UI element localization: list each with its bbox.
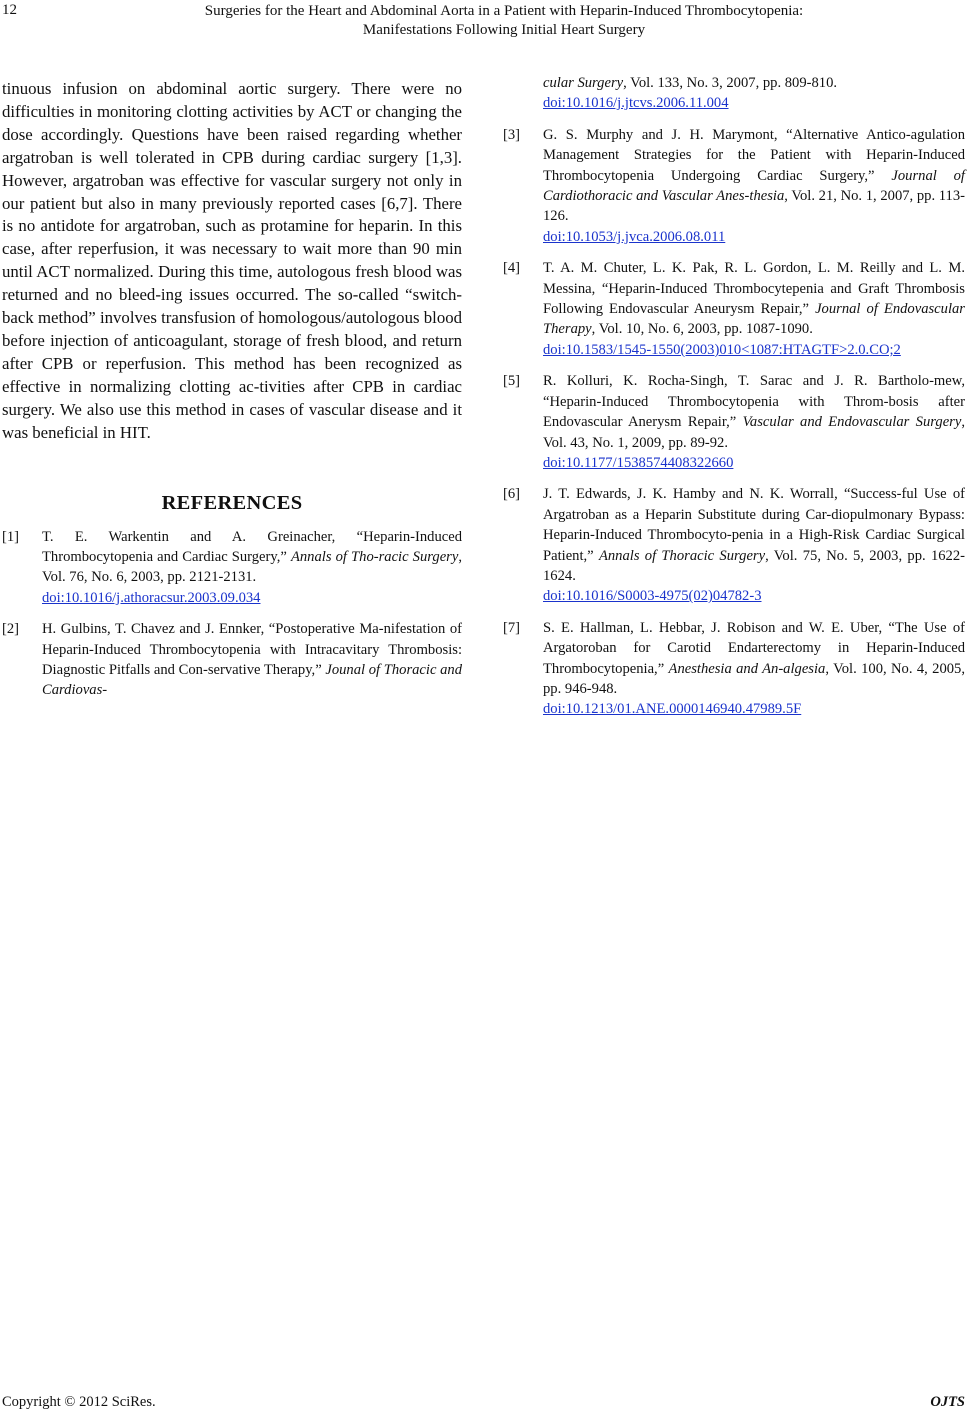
reference-authors-title: H. Gulbins, T. Chavez and J. Ennker, “Postoperative Ma-nifestation of Heparin-Induced Thrombocytopenia with Intracavitary Thrombosis: Diagnostic Pitfalls and Con-servative Therapy,” [42, 621, 462, 678]
running-title-line2: Manifestations Following Initial Heart Surgery [362, 22, 646, 38]
reference-number: [5] [503, 373, 521, 390]
reference-number: [1] [2, 528, 20, 545]
reference-doi-link[interactable]: doi:10.1016/j.athoracsur.2003.09.034 [42, 589, 261, 606]
reference-2 [2, 619, 462, 701]
reference-journal: Jounal of Thoracic and Cardiovas- [42, 661, 462, 699]
left-column [2, 78, 462, 712]
reference-authors-title: G. S. Murphy and J. H. Marymont, “Alternative Antico-agulation Management Strategies for the Patient with Heparin-Induced Thrombocytopenia Undergoing Cardiac Surgery,” [543, 126, 965, 184]
reference-1 [2, 527, 462, 609]
page-number: 12 [2, 2, 17, 18]
reference-number: [7] [503, 619, 521, 636]
reference-authors-title: J. T. Edwards, J. K. Hamby and N. K. Worrall, “Success-ful Use of Argatroban as a Heparin Substitute during Car-diopulmonary Bypass: Heparin-Induced Thrombocyto-penia in a High-Risk Cardiac Surgical Patient,” [543, 486, 965, 564]
body-paragraph: tinuous infusion on abdominal aortic surgery. There were no difficulties in monitoring clotting activities by ACT or changing the dose accordingly. Questions have been raised regarding whether argatroban is well tolerated in CPB during cardiac surgery [1,3]. However, argatroban was effective for vascular surgery not only in our patient but also in many previously reported cases [6,7]. There is no antidote for argatroban, such as protamine for heparin. In this case, after reperfusion, it was necessary to wait more than 90 min until ACT normalized. During this time, autologous fresh blood was returned and no bleed-ing issues occurred. The so-called “switch-back method” involves transfusion of homologous/autologous blood before injection of anticoagulant, storage of fresh blood, and return after CPB or reperfusion. This method has been recognized as effective in normalizing clotting ac-tivities after CPB in cardiac surgery. We also use this method in cases of vascular disease and it was beneficial in HIT. [2, 79, 462, 442]
reference-3 [503, 125, 965, 247]
references-heading: REFERENCES [161, 491, 303, 514]
reference-details: , Vol. 76, No. 6, 2003, pp. 2121-2131. [42, 548, 462, 586]
reference-journal: Vascular and Endovascular Surgery [742, 414, 962, 431]
reference-4 [503, 258, 965, 360]
reference-list-right [503, 73, 965, 720]
reference-details: , Vol. 21, No. 1, 2007, pp. 113-126. [543, 188, 965, 225]
reference-details: , Vol. 133, No. 3, 2007, pp. 809-810. [623, 75, 838, 91]
running-title-line1: Surgeries for the Heart and Abdominal Aorta in a Patient with Heparin-Induced Thrombocytopenia: [204, 3, 804, 19]
reference-authors-title: R. Kolluri, K. Rocha-Singh, T. Sarac and J. R. Bartholo-mew, “Heparin-Induced Thrombocytopenia with Throm-bosis after Endovascular Anerysm Repair,” [543, 373, 965, 431]
reference-doi-link[interactable]: doi:10.1016/j.jtcvs.2006.11.004 [543, 95, 729, 112]
reference-doi-link[interactable]: doi:10.1583/1545-1550(2003)010<1087:HTAGTF>2.0.CO;2 [543, 341, 901, 358]
footer-journal-abbrev: OJTS [930, 1394, 965, 1410]
reference-journal: Annals of Thoracic Surgery [598, 547, 766, 564]
reference-journal: Annals of Tho-racic Surgery [290, 548, 459, 565]
reference-list-left [2, 527, 462, 701]
reference-doi-link[interactable]: doi:10.1177/1538574408322660 [543, 454, 734, 471]
reference-number: [6] [503, 486, 521, 503]
running-head [40, 2, 968, 40]
reference-journal: Journal of Endovascular Therapy [543, 301, 965, 338]
right-column [503, 73, 965, 731]
footer-copyright: Copyright © 2012 SciRes. [2, 1394, 156, 1410]
reference-details: , Vol. 75, No. 5, 2003, pp. 1622-1624. [543, 547, 965, 584]
reference-authors-title: S. E. Hallman, L. Hebbar, J. Robison and W. E. Uber, “The Use of Argatoroban for Carotid Endarterectomy in Heparin-Induced Thrombocytopenia,” [543, 619, 965, 677]
reference-journal: cular Surgery [543, 75, 624, 91]
reference-doi-link[interactable]: doi:10.1016/S0003-4975(02)04782-3 [543, 588, 762, 605]
reference-number: [2] [2, 621, 20, 638]
reference-7 [503, 618, 965, 720]
reference-authors-title: T. A. M. Chuter, L. K. Pak, R. L. Gordon, L. M. Reilly and L. M. Messina, “Heparin-Induced Thrombocytepenia and Graft Thrombosis Following Endovascular Aneurysm Repair,” [543, 260, 965, 318]
reference-journal: Journal of Cardiothoracic and Vascular Anes-thesia [543, 167, 965, 205]
reference-authors-title: T. E. Warkentin and A. Greinacher, “Heparin-Induced Thrombocytopenia and Cardiac Surgery,” [42, 528, 462, 565]
reference-doi-link[interactable]: doi:10.1213/01.ANE.0000146940.47989.5F [543, 701, 802, 718]
reference-journal: Anesthesia and An-algesia [668, 660, 826, 677]
reference-details: , Vol. 43, No. 1, 2009, pp. 89-92. [543, 414, 965, 451]
reference-2-continued [503, 73, 965, 114]
reference-number: [4] [503, 260, 521, 277]
reference-doi-link[interactable]: doi:10.1053/j.jvca.2006.08.011 [543, 228, 726, 245]
reference-6 [503, 484, 965, 606]
reference-details: , Vol. 100, No. 4, 2005, pp. 946-948. [543, 660, 965, 697]
reference-details: , Vol. 10, No. 6, 2003, pp. 1087-1090. [591, 321, 813, 338]
reference-5 [503, 371, 965, 473]
reference-number: [3] [503, 126, 521, 143]
